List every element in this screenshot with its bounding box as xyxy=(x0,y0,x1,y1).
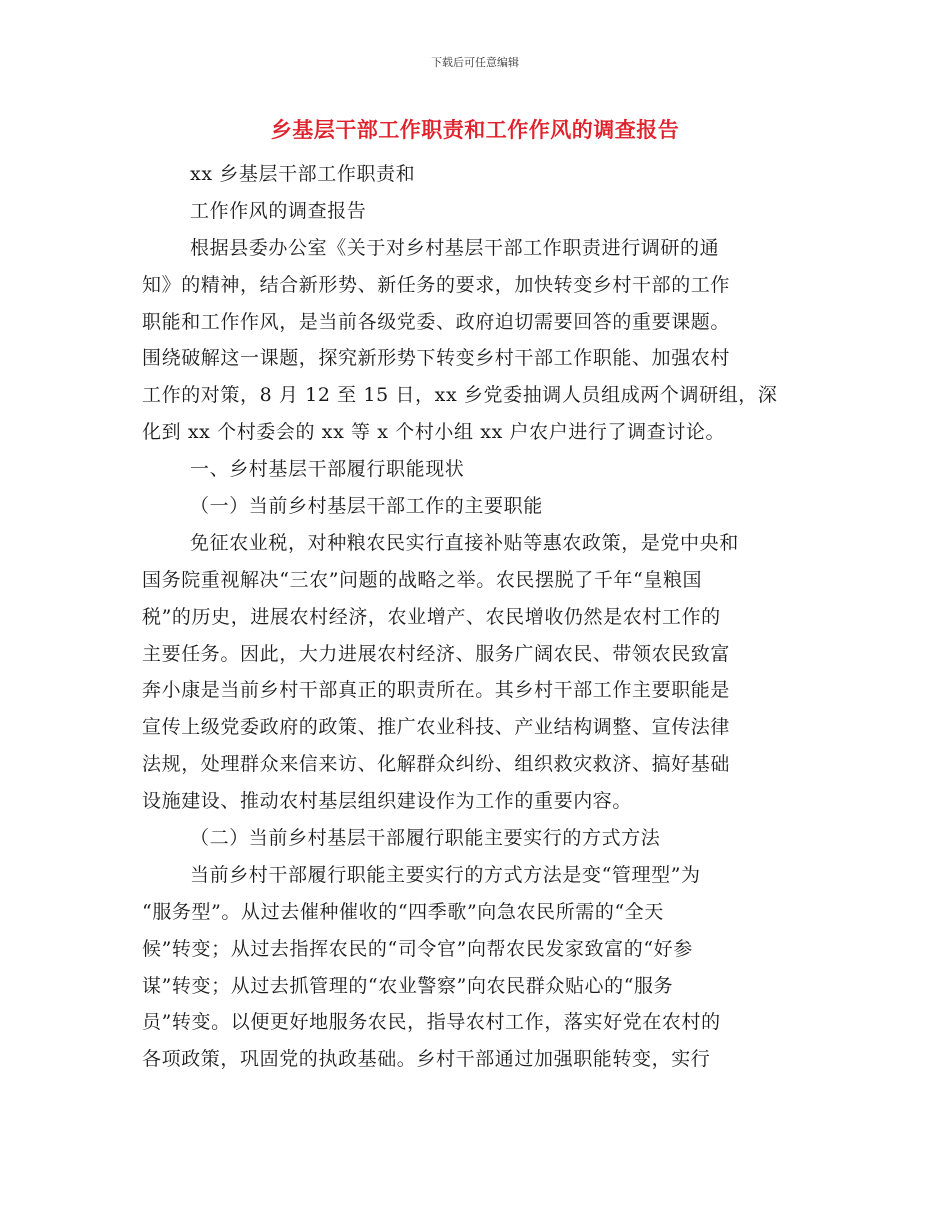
text-line: 国务院重视解决“三农”问题的战略之举。农民摆脱了千年“皇粮国 xyxy=(142,568,703,591)
text-line: 免征农业税，对种粮农民实行直接补贴等惠农政策，是党中央和 xyxy=(190,531,739,554)
text-line: “服务型”。从过去催种催收的“四季歌”向急农民所需的“全天 xyxy=(142,900,664,923)
text-line: 知》的精神，结合新形势、新任务的要求，加快转变乡村干部的工作 xyxy=(142,273,731,296)
text-line: 职能和工作作风，是当前各级党委、政府迫切需要回答的重要课题。 xyxy=(142,310,731,333)
text-line: 工作的对策，8 月 12 至 15 日，xx 乡党委抽调人员组成两个调研组，深 xyxy=(142,384,778,407)
document-body xyxy=(142,156,807,1078)
text-line: 围绕破解这一课题，探究新形势下转变乡村干部工作职能、加强农村 xyxy=(142,347,731,370)
text-line: 工作作风的调查报告 xyxy=(190,199,367,222)
document-title: 乡基层干部工作职责和工作作风的调查报告 xyxy=(270,117,680,142)
text-line: 候”转变；从过去指挥农民的“司令官”向帮农民发家致富的“好参 xyxy=(142,937,693,960)
text-line: 法规，处理群众来信来访、化解群众纠纷、组织救灾救济、搞好基础 xyxy=(142,753,731,776)
text-line: 根据县委办公室《关于对乡村基层干部工作职责进行调研的通 xyxy=(190,236,720,259)
text-line: 设施建设、推动农村基层组织建设作为工作的重要内容。 xyxy=(142,790,633,813)
text-line: 各项政策，巩固党的执政基础。乡村干部通过加强职能转变，实行 xyxy=(142,1048,711,1071)
text-line: 谋”转变；从过去抓管理的“农业警察”向农民群众贴心的“服务 xyxy=(142,974,674,997)
text-line: 当前乡村干部履行职能主要实行的方式方法是变“管理型”为 xyxy=(190,863,701,886)
text-line: 税”的历史，进展农村经济，农业增产、农民增收仍然是农村工作的 xyxy=(142,605,721,628)
text-line: 员”转变。以便更好地服务农民，指导农村工作，落实好党在农村的 xyxy=(142,1011,721,1034)
header-note: 下载后可任意编辑 xyxy=(431,56,519,69)
text-line: 化到 xx 个村委会的 xx 等 x 个村小组 xx 户农户进行了调查讨论。 xyxy=(142,421,726,444)
text-line: （二）当前乡村基层干部履行职能主要实行的方式方法 xyxy=(190,827,661,850)
text-line: 一、乡村基层干部履行职能现状 xyxy=(190,458,465,481)
text-line: 宣传上级党委政府的政策、推广农业科技、产业结构调整、宣传法律 xyxy=(142,716,731,739)
text-line: （一）当前乡村基层干部工作的主要职能 xyxy=(190,495,543,518)
text-line: 奔小康是当前乡村干部真正的职责所在。其乡村干部工作主要职能是 xyxy=(142,679,731,702)
text-line: 主要任务。因此，大力进展农村经济、服务广阔农民、带领农民致富 xyxy=(142,642,731,665)
text-line: xx 乡基层干部工作职责和 xyxy=(190,163,416,185)
